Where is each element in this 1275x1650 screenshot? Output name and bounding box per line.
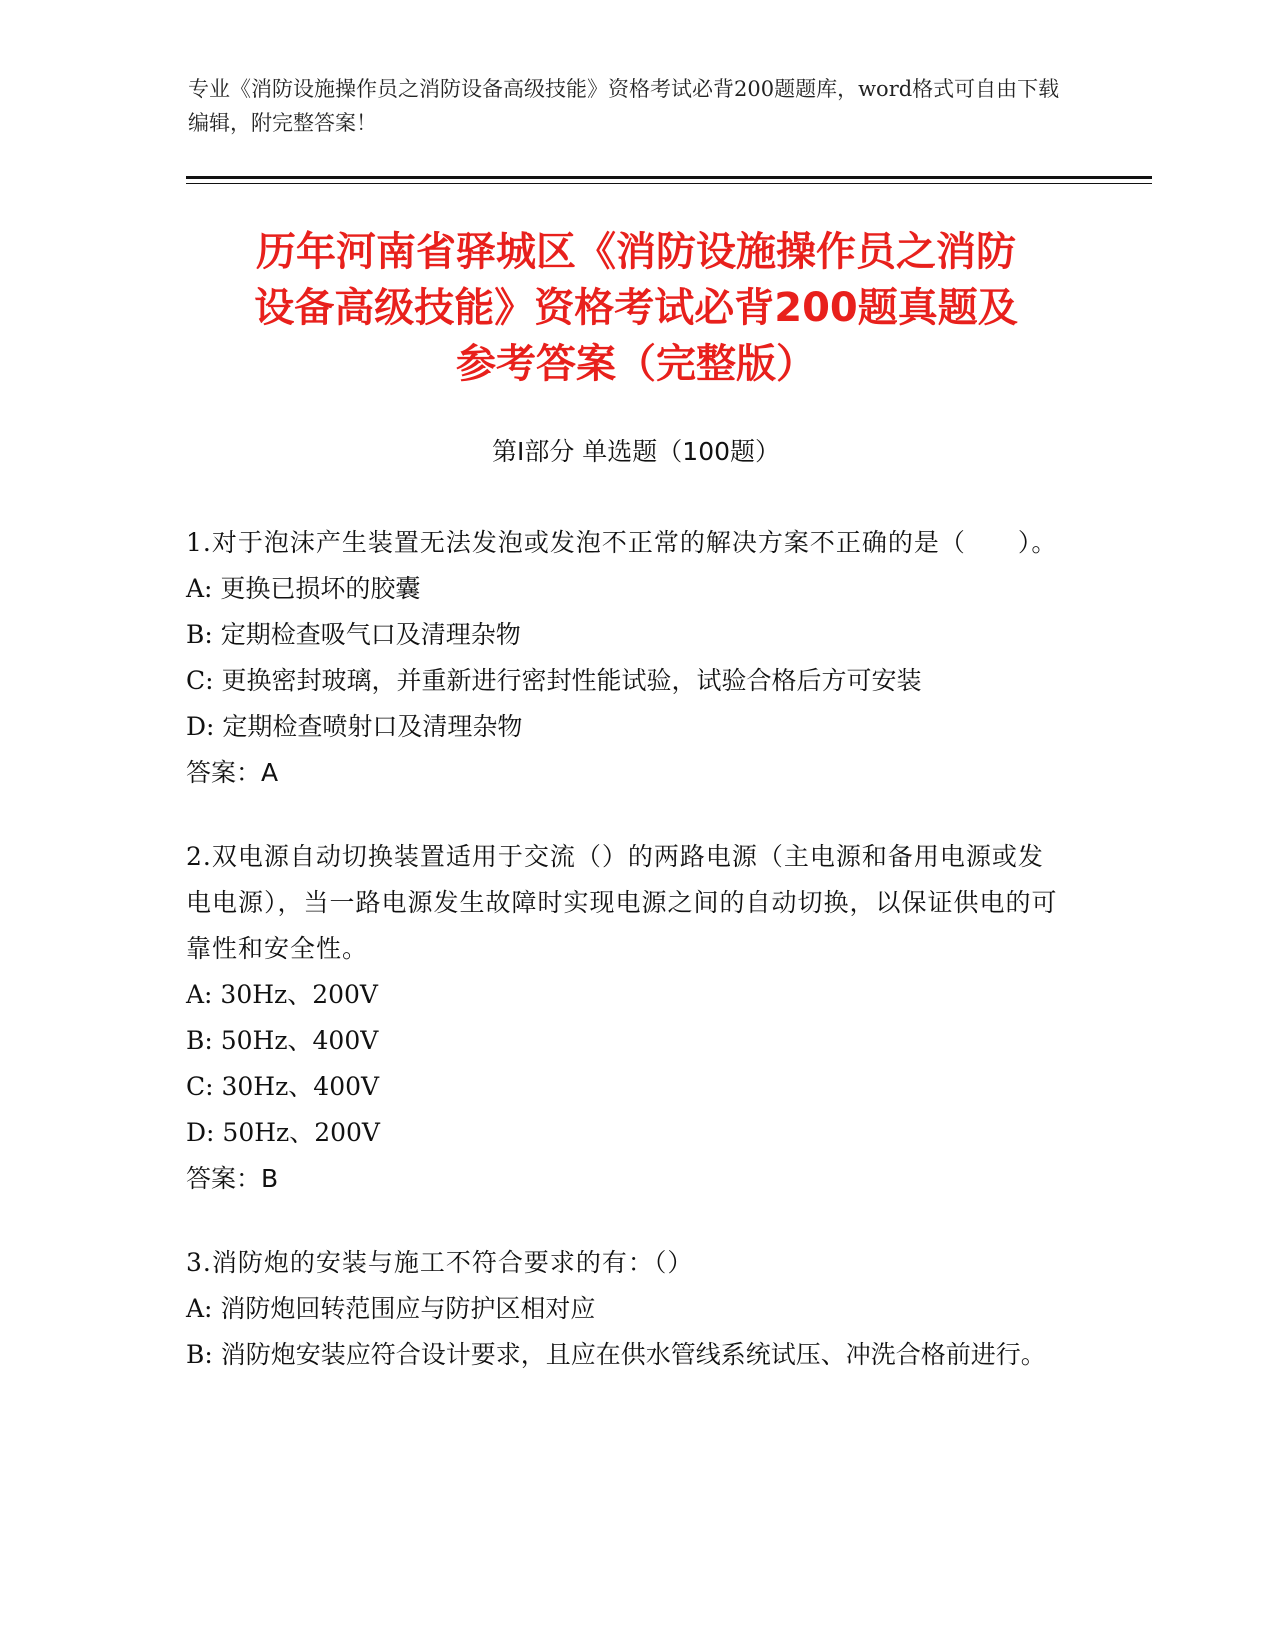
header-note: 专业《消防设施操作员之消防设备高级技能》资格考试必背200题题库，word格式可自由下载编辑，附完整答案！ <box>188 77 1060 135</box>
option-a: A: 消防炮回转范围应与防护区相对应 <box>186 1294 596 1323</box>
option-b: B: 50Hz、400V <box>186 1026 379 1055</box>
option-a: A: 30Hz、200V <box>186 980 378 1009</box>
option-d: D: 定期检查喷射口及清理杂物 <box>186 712 523 741</box>
header-rule-thin <box>186 183 1152 184</box>
document-title <box>186 224 1086 392</box>
option-d: D: 50Hz、200V <box>186 1118 380 1147</box>
option-b: B: 定期检查吸气口及清理杂物 <box>186 620 521 649</box>
title-line: 历年河南省驿城区《消防设施操作员之消防 <box>256 229 1016 275</box>
answer: 答案：B <box>186 1164 279 1193</box>
question-2 <box>186 834 1066 1202</box>
question-1 <box>186 520 1066 796</box>
title-line: 设备高级技能》资格考试必背200题真题及 <box>254 285 1018 331</box>
question-list <box>186 520 1066 1416</box>
option-a: A: 更换已损坏的胶囊 <box>186 574 421 603</box>
title-line: 参考答案（完整版） <box>456 341 816 387</box>
option-b: B: 消防炮安装应符合设计要求，且应在供水管线系统试压、冲洗合格前进行。 <box>186 1340 1046 1369</box>
option-c: C: 30Hz、400V <box>186 1072 380 1101</box>
question-stem: 2.双电源自动切换装置适用于交流（）的两路电源（主电源和备用电源或发电电源），当一路电源发生故障时实现电源之间的自动切换，以保证供电的可靠性和安全性。 <box>186 842 1058 963</box>
question-stem: 1.对于泡沫产生装置无法发泡或发泡不正常的解决方案不正确的是（ ）。 <box>186 528 1058 557</box>
question-3 <box>186 1240 1066 1378</box>
header-rule-thick <box>186 176 1152 179</box>
section-title: 第Ⅰ部分 单选题（100题） <box>491 437 781 466</box>
answer: 答案：A <box>186 758 279 787</box>
option-c: C: 更换密封玻璃，并重新进行密封性能试验，试验合格后方可安装 <box>186 666 922 695</box>
question-stem: 3.消防炮的安装与施工不符合要求的有：（） <box>186 1248 694 1277</box>
